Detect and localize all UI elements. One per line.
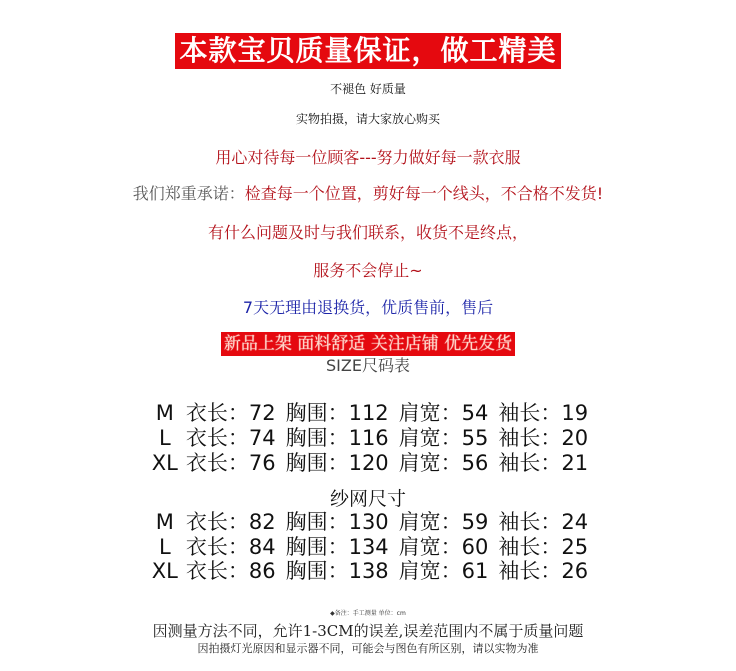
gauze-row bbox=[0, 558, 736, 584]
size-label: L bbox=[158, 426, 171, 450]
gauze-row bbox=[0, 509, 736, 535]
shoulder-label: 肩宽： bbox=[398, 535, 462, 559]
size-row bbox=[0, 400, 736, 426]
color-disclaimer: 因拍摄灯光原因和显示器不同，可能会与图色有所区别，请以实物为准 bbox=[197, 642, 539, 655]
length-label: 衣长： bbox=[185, 451, 249, 475]
chest-label: 胸围： bbox=[285, 426, 349, 450]
size-row bbox=[0, 425, 736, 451]
sleeve-label: 袖长： bbox=[498, 451, 562, 475]
sleeve-value: 24 bbox=[561, 510, 589, 534]
sleeve-value: 25 bbox=[561, 535, 589, 559]
length-value: 86 bbox=[248, 559, 276, 583]
shoulder-label: 肩宽： bbox=[398, 401, 462, 425]
sleeve-label: 袖长： bbox=[498, 426, 562, 450]
no-fade-line: 不褪色 好质量 bbox=[330, 82, 406, 96]
measurement-disclaimer: 因测量方法不同，允许1-3CM的误差,误差范围内不属于质量问题 bbox=[152, 622, 584, 640]
service-continues-message: 服务不会停止~ bbox=[313, 261, 423, 280]
gauze-size-title: 纱网尺寸 bbox=[329, 488, 406, 510]
shoulder-value: 61 bbox=[461, 559, 489, 583]
sleeve-value: 19 bbox=[561, 401, 589, 425]
shoulder-value: 55 bbox=[461, 426, 489, 450]
length-value: 82 bbox=[248, 510, 276, 534]
chest-value: 134 bbox=[348, 535, 389, 559]
shoulder-label: 肩宽： bbox=[398, 426, 462, 450]
sleeve-label: 袖长： bbox=[498, 510, 562, 534]
quality-banner-row bbox=[0, 33, 736, 69]
real-photo-line: 实物拍摄，请大家放心购买 bbox=[295, 112, 440, 126]
chest-value: 138 bbox=[348, 559, 389, 583]
size-label: XL bbox=[151, 559, 178, 583]
length-value: 72 bbox=[248, 401, 276, 425]
sleeve-label: 袖长： bbox=[498, 535, 562, 559]
chest-value: 112 bbox=[348, 401, 389, 425]
shoulder-value: 54 bbox=[461, 401, 489, 425]
service-message: 用心对待每一位顾客---努力做好每一款衣服 bbox=[215, 148, 521, 167]
length-label: 衣长： bbox=[185, 510, 249, 534]
length-label: 衣长： bbox=[185, 535, 249, 559]
length-value: 84 bbox=[248, 535, 276, 559]
shoulder-label: 肩宽： bbox=[398, 559, 462, 583]
shoulder-value: 59 bbox=[461, 510, 489, 534]
promo-banner: 新品上架 面料舒适 关注店铺 优先发货 bbox=[221, 332, 515, 356]
gauze-row bbox=[0, 534, 736, 560]
chest-value: 130 bbox=[348, 510, 389, 534]
size-row bbox=[0, 450, 736, 476]
length-value: 74 bbox=[248, 426, 276, 450]
measurement-note: ◆备注：手工测量 单位：cm bbox=[330, 610, 406, 617]
length-value: 76 bbox=[248, 451, 276, 475]
sleeve-value: 20 bbox=[561, 426, 589, 450]
chest-value: 116 bbox=[348, 426, 389, 450]
sleeve-label: 袖长： bbox=[498, 559, 562, 583]
quality-banner: 本款宝贝质量保证，做工精美 bbox=[175, 33, 560, 69]
contact-message: 有什么问题及时与我们联系，收货不是终点， bbox=[207, 223, 528, 242]
shoulder-value: 56 bbox=[461, 451, 489, 475]
shoulder-label: 肩宽： bbox=[398, 510, 462, 534]
chest-label: 胸围： bbox=[285, 510, 349, 534]
size-label: M bbox=[155, 510, 174, 534]
chest-label: 胸围： bbox=[285, 535, 349, 559]
shoulder-value: 60 bbox=[461, 535, 489, 559]
shoulder-label: 肩宽： bbox=[398, 451, 462, 475]
length-label: 衣长： bbox=[185, 559, 249, 583]
sleeve-value: 26 bbox=[561, 559, 589, 583]
chest-label: 胸围： bbox=[285, 401, 349, 425]
sleeve-value: 21 bbox=[561, 451, 589, 475]
sleeve-label: 袖长： bbox=[498, 401, 562, 425]
size-label: XL bbox=[151, 451, 178, 475]
chest-label: 胸围： bbox=[285, 451, 349, 475]
length-label: 衣长： bbox=[185, 426, 249, 450]
chest-label: 胸围： bbox=[285, 559, 349, 583]
chest-value: 120 bbox=[348, 451, 389, 475]
returns-message: 7天无理由退换货，优质售前，售后 bbox=[242, 298, 494, 317]
size-label: M bbox=[155, 401, 174, 425]
promise-message bbox=[0, 181, 736, 204]
promise-prefix: 我们郑重承诺： bbox=[132, 184, 245, 203]
promise-body: 检查每一个位置，剪好每一个线头，不合格不发货! bbox=[244, 184, 604, 203]
length-label: 衣长： bbox=[185, 401, 249, 425]
size-chart-title: SIZE尺码表 bbox=[326, 356, 410, 375]
size-label: L bbox=[158, 535, 171, 559]
